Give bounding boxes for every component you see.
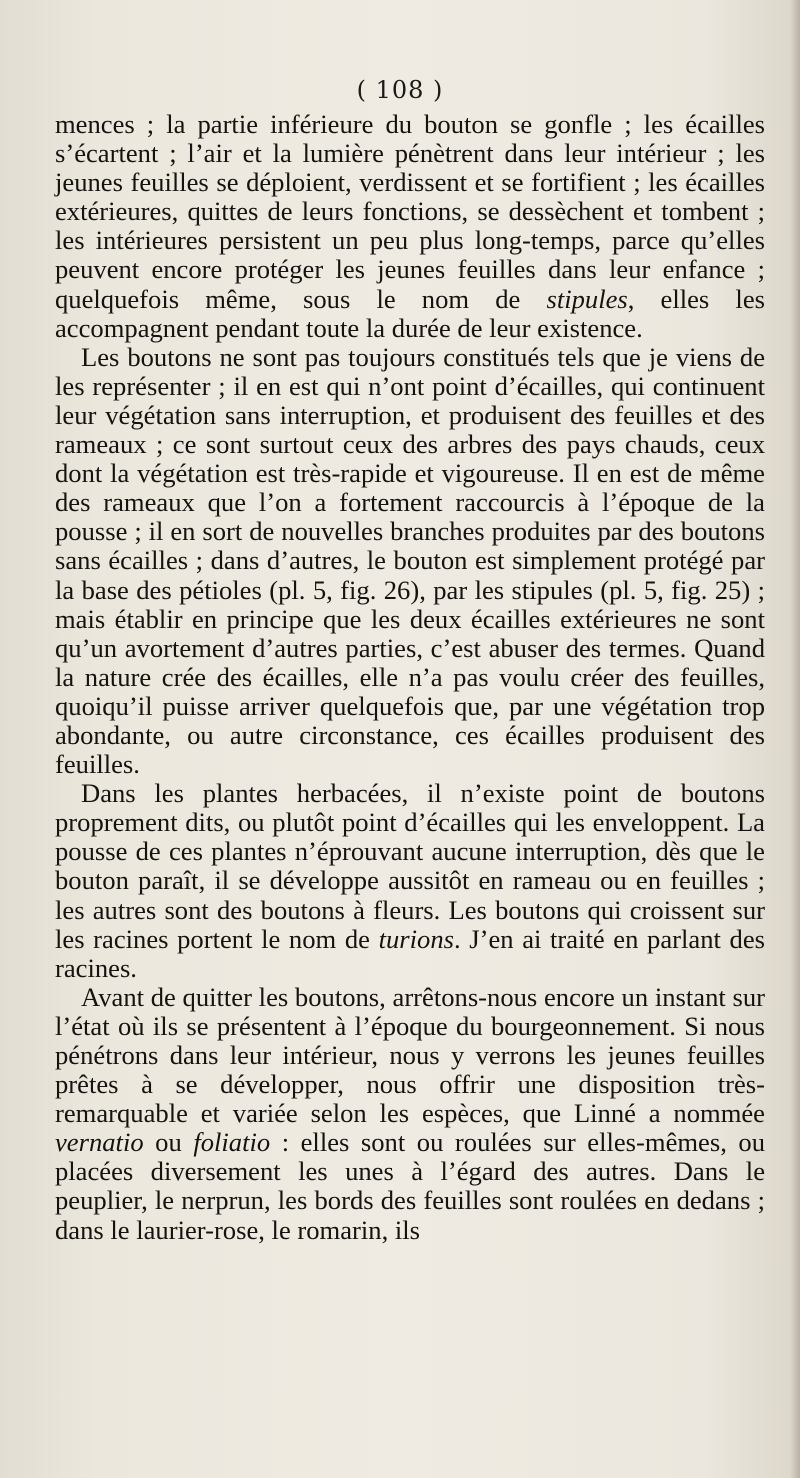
- paragraph-p4: [55, 983, 765, 1245]
- text-segment: , elles les accompagnent pendant toute la durée de leur existence.: [55, 283, 765, 343]
- italic-term: stipules: [546, 283, 628, 314]
- italic-term: vernatio: [55, 1127, 144, 1158]
- text-segment: Avant de quitter les boutons, arrêtons-nous encore un instant sur l’état où ils se présentent à l’époque du bourgeonnement. Si nous pénétrons dans leur intérieur, nous y verrons les jeunes feuilles prêtes à se développer, nous offrir une disposition très-remarquable et variée selon les espèces, que Linné a nommée: [55, 981, 765, 1129]
- paragraph-p1: [55, 110, 765, 343]
- page-number: ( 108 ): [356, 76, 444, 104]
- paragraph-p2: [55, 343, 765, 779]
- page-edge-shadow: [790, 0, 800, 1478]
- body-text: [55, 110, 765, 1245]
- text-segment: ou: [143, 1127, 194, 1158]
- text-segment: Les boutons ne sont pas toujours constitués tels que je viens de les représenter ; il en est qui n’ont point d’écailles, qui continuent leur végétation sans interruption, et produisent des feuilles et des rameaux ; ce sont surtout ceux des arbres des pays chauds, ceux dont la végétation est très-rapide et vigoureuse. Il en est de même des rameaux que l’on a fortement raccourcis à l’époque de la pousse ; il en sort de nouvelles branches produites par des boutons sans écailles ; dans d’autres, le bouton est simplement protégé par la base des pétioles (pl. 5, fig. 26), par les stipules (pl. 5, fig. 25) ; mais établir en principe que les deux écailles extérieures ne sont qu’un avortement d’autres parties, c’est abuser des termes. Quand la nature crée des écailles, elle n’a pas voulu créer des feuilles, quoiqu’il puisse arriver quelquefois que, par une végétation trop abondante, ou autre circonstance, ces écailles produisent des feuilles.: [55, 341, 765, 780]
- paragraph-p3: [55, 779, 765, 983]
- italic-term: foliatio: [193, 1127, 271, 1158]
- text-segment: . J’en ai traité en parlant des racines.: [55, 923, 765, 983]
- text-segment: : elles sont ou roulées sur elles-mêmes, ou placées diversement les unes à l’égard des autres. Dans le peuplier, le nerprun, les bords des feuilles sont roulées en dedans ; dans le laurier-rose, le romarin, ils: [55, 1127, 765, 1245]
- text-segment: Dans les plantes herbacées, il n’existe point de boutons proprement dits, ou plutôt point d’écailles qui les enveloppent. La pousse de ces plantes n’éprouvant aucune interruption, dès que le bouton paraît, il se développe aussitôt en rameau ou en feuilles ; les autres sont des boutons à fleurs. Les boutons qui croissent sur les racines portent le nom de: [55, 778, 765, 954]
- italic-term: turions: [378, 923, 454, 954]
- text-segment: mences ; la partie inférieure du bouton se gonfle ; les écailles s’écartent ; l’air et la lumière pénètrent dans leur intérieur ; les jeunes feuilles se déploient, verdissent et se fortifient ; les écailles extérieures, quittes de leurs fonctions, se dessèchent et tombent ; les intérieures persistent un peu plus long-temps, parce qu’elles peuvent encore protéger les jeunes feuilles dans leur enfance ; quelquefois même, sous le nom de: [55, 109, 765, 314]
